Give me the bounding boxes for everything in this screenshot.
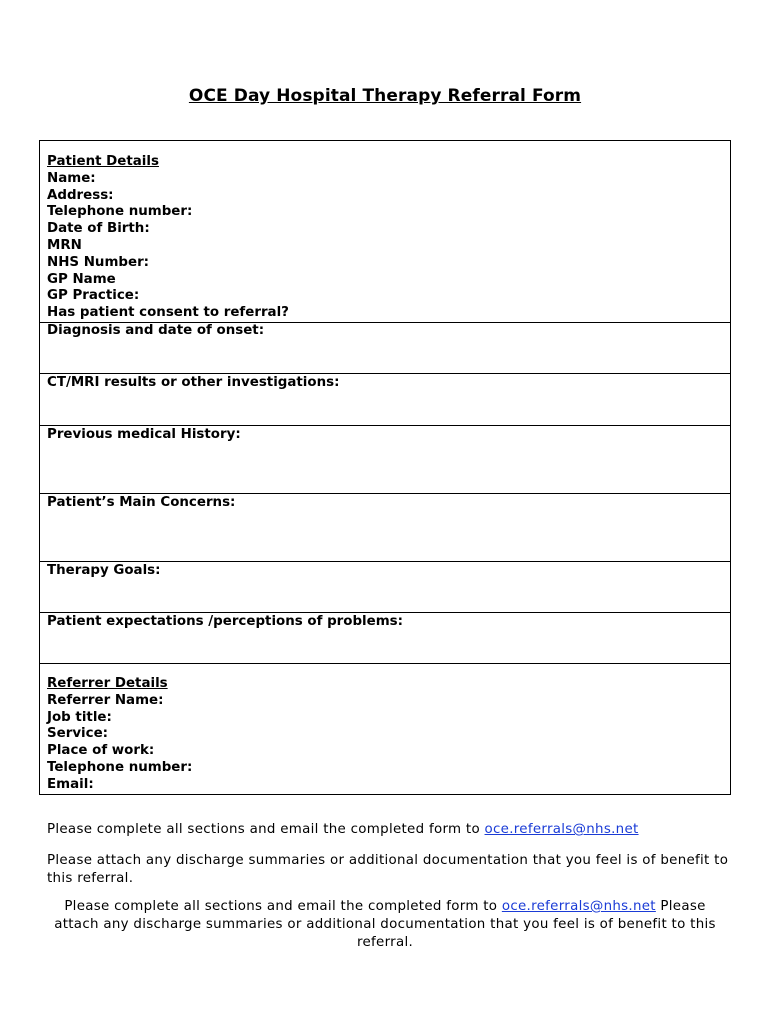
patient-dob-label: Date of Birth: xyxy=(47,221,150,237)
expectations-section[interactable] xyxy=(40,612,730,663)
instruction-text: Please complete all sections and email the completed form to xyxy=(47,822,485,837)
main-concerns-section[interactable] xyxy=(40,493,730,561)
expectations-label: Patient expectations /perceptions of problems: xyxy=(47,614,404,629)
patient-telephone-label: Telephone number: xyxy=(47,204,193,220)
patient-details-section[interactable] xyxy=(40,141,730,322)
patient-details-heading: Patient Details xyxy=(47,154,159,169)
referrer-details-heading: Referrer Details xyxy=(47,676,168,691)
instruction-paragraph-1 xyxy=(47,821,737,839)
therapy-goals-section[interactable] xyxy=(40,561,730,612)
main-concerns-label: Patient’s Main Concerns: xyxy=(47,495,236,510)
gp-name-label: GP Name xyxy=(47,271,116,287)
instruction-text-a: Please complete all sections and email the completed form to xyxy=(64,899,502,914)
ct-mri-section[interactable] xyxy=(40,373,730,425)
referrer-name-label: Referrer Name: xyxy=(47,692,164,708)
referrer-email-label: Email: xyxy=(47,776,94,792)
email-link[interactable]: oce.referrals@nhs.net xyxy=(484,822,639,837)
referrer-service-label: Service: xyxy=(47,726,109,742)
email-link-2[interactable]: oce.referrals@nhs.net xyxy=(501,899,656,914)
diagnosis-section[interactable] xyxy=(40,322,730,373)
patient-address-label: Address: xyxy=(47,187,114,203)
referral-form-table xyxy=(39,140,731,795)
patient-mrn-label: MRN xyxy=(47,237,82,253)
instruction-text-b: Please attach any discharge summaries or additional documentation that you feel is of benefit to this referral. xyxy=(54,899,716,950)
referrer-telephone-label: Telephone number: xyxy=(47,759,193,775)
instruction-paragraph-2: Please attach any discharge summaries or additional documentation that you feel is of benefit to this referral. xyxy=(47,853,729,886)
referrer-place-of-work-label: Place of work: xyxy=(47,743,155,759)
diagnosis-label: Diagnosis and date of onset: xyxy=(47,323,265,338)
medical-history-section[interactable] xyxy=(40,425,730,493)
ct-mri-label: CT/MRI results or other investigations: xyxy=(47,375,340,390)
consent-label: Has patient consent to referral? xyxy=(47,305,289,321)
page-title: OCE Day Hospital Therapy Referral Form xyxy=(188,86,582,106)
instruction-paragraph-3 xyxy=(40,898,730,952)
referrer-job-title-label: Job title: xyxy=(47,709,112,725)
therapy-goals-label: Therapy Goals: xyxy=(47,563,161,578)
medical-history-label: Previous medical History: xyxy=(47,427,241,442)
patient-nhs-number-label: NHS Number: xyxy=(47,254,150,270)
gp-practice-label: GP Practice: xyxy=(47,288,140,304)
patient-name-label: Name: xyxy=(47,170,96,186)
referrer-details-section[interactable] xyxy=(40,663,730,794)
